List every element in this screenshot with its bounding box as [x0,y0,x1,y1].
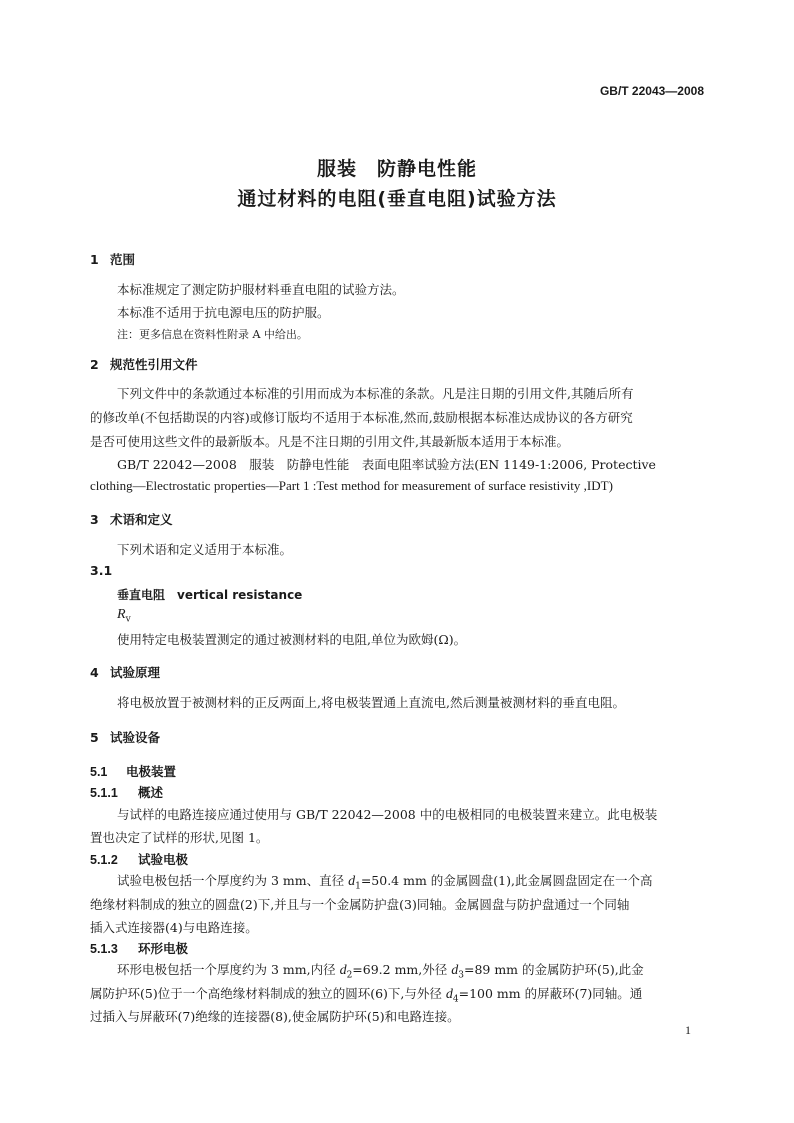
section-title: 试验原理 [110,665,161,680]
subsection-title: 电极装置 [126,764,177,779]
section-number: 1 [90,252,99,267]
subsection-title: 环形电极 [138,941,189,956]
reference-line: clothing—Electrostatic properties—Part 1 :Test method for measurement of surface resistivity ,IDT) [90,478,613,493]
text-segment: =100 mm 的屏蔽环(7)同轴。通 [458,986,643,1001]
paragraph-line: 下列文件中的条款通过本标准的引用而成为本标准的条款。凡是注日期的引用文件,其随后所有 [117,386,634,401]
term-symbol [117,606,131,625]
subsection-5-1-heading [90,762,176,780]
section-number: 4 [90,665,99,680]
subsection-5-1-3-heading [90,939,188,957]
paragraph-line: 过插入与屏蔽环(7)绝缘的连接器(8),使金属防护环(5)和电路连接。 [90,1009,460,1024]
text-segment: 环形电极包括一个厚度约为 3 mm,内径 [117,962,340,977]
symbol-subscript: 4 [452,994,459,1005]
subsection-5-1-1-heading [90,783,163,801]
paragraph: 本标准规定了测定防护服材料垂直电阻的试验方法。 [117,282,405,297]
paragraph-line [117,871,652,892]
paragraph-line [117,960,644,981]
doc-title-line1: 服装 防静电性能 [316,158,477,180]
symbol-subscript: 2 [346,970,353,981]
subsection-number: 5.1.2 [90,853,118,867]
paragraph: 下列术语和定义适用于本标准。 [117,542,293,557]
text-segment: =50.4 mm 的金属圆盘(1),此金属圆盘固定在一个高 [360,873,653,888]
symbol-subscript: v [125,614,131,625]
section-1-heading [90,250,135,268]
symbol: d [339,963,347,978]
note: 注：更多信息在资料性附录 A 中给出。 [117,328,308,341]
paragraph-line: 置也决定了试样的形状,见图 1。 [90,830,269,845]
subsection-number: 5.1.3 [90,942,118,956]
symbol: R [117,607,126,622]
subsection-title: 试验电极 [138,852,189,867]
text-segment: 试验电极包括一个厚度约为 3 mm、直径 [117,873,349,888]
paragraph: 将电极放置于被测材料的正反两面上,将电极装置通上直流电,然后测量被测材料的垂直电阻。 [117,695,625,710]
paragraph-line: 的修改单(不包括勘误的内容)或修订版均不适用于本标准,然而,鼓励根据本标准达成协议的各方研究 [90,410,633,425]
paragraph-line: 绝缘材料制成的独立的圆盘(2)下,并且与一个金属防护盘(3)同轴。金属圆盘与防护盘通过一个同轴 [90,897,630,912]
paragraph-line: 与试样的电路连接应通过使用与 GB/T 22042—2008 中的电极相同的电极装置来建立。此电极装 [117,807,658,822]
standard-code: GB/T 22043—2008 [599,84,704,98]
symbol: d [445,987,453,1002]
section-number: 3 [90,512,99,527]
text-segment: 属防护环(5)位于一个高绝缘材料制成的独立的圆环(6)下,与外径 [90,986,446,1001]
section-3-heading [90,510,173,528]
section-number: 2 [90,357,99,372]
subsection-title: 概述 [138,785,164,800]
paragraph-line: 插入式连接器(4)与电路连接。 [90,920,258,935]
section-number: 5 [90,730,99,745]
definition: 使用特定电极装置测定的通过被测材料的电阻,单位为欧姆(Ω)。 [117,632,467,647]
subsection-5-1-2-heading [90,850,188,868]
section-title: 术语和定义 [110,512,173,527]
subsection-number: 5.1 [90,765,108,779]
section-title: 规范性引用文件 [110,357,198,372]
section-title: 试验设备 [110,730,161,745]
section-4-heading [90,663,160,681]
symbol-subscript: 1 [355,881,361,892]
symbol: d [451,963,459,978]
section-2-heading [90,355,198,373]
text-segment: =89 mm 的金属防护环(5),此金 [463,962,644,977]
paragraph: 本标准不适用于抗电源电压的防护服。 [117,305,330,320]
symbol: d [348,874,356,889]
paragraph-line [90,984,642,1005]
doc-title-line2: 通过材料的电阻(垂直电阻)试验方法 [237,188,557,210]
symbol-subscript: 3 [458,970,464,981]
section-title: 范围 [110,252,136,267]
term-title: 垂直电阻 vertical resistance [117,588,303,602]
reference-line: GB/T 22042—2008 服装 防静电性能 表面电阻率试验方法(EN 1149-1:2006, Protective [117,457,656,472]
page-number: 1 [685,1023,691,1037]
section-5-heading [90,728,160,746]
subsection-number: 5.1.1 [90,786,118,800]
text-segment: =69.2 mm,外径 [352,962,452,977]
subsection-number: 3.1 [90,563,113,578]
paragraph-line: 是否可使用这些文件的最新版本。凡是不注日期的引用文件,其最新版本适用于本标准。 [90,434,569,449]
